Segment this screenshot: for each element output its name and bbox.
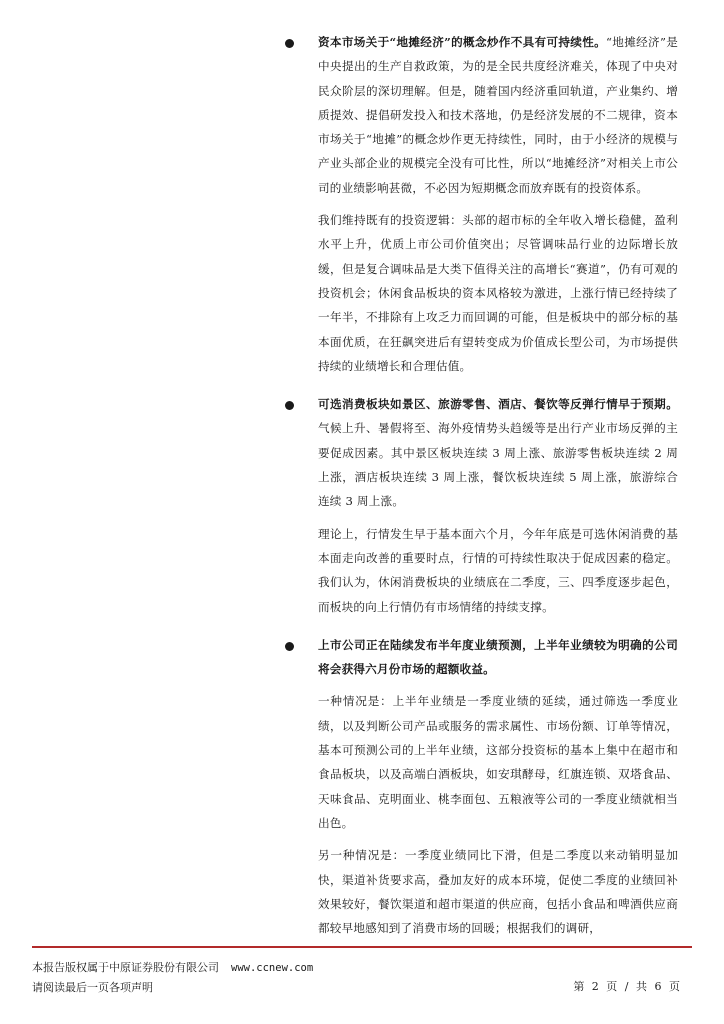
bullet-section-1 — [292, 30, 678, 200]
section-3-paragraph — [318, 633, 678, 682]
footer-left — [32, 958, 313, 997]
section-1-paragraph — [318, 30, 678, 200]
footer-divider — [32, 946, 692, 948]
bullet-dot-icon — [285, 642, 294, 651]
section-3-bold-lead: 上市公司正在陆续发布半年度业绩预测，上半年业绩较为明确的公司将会获得六月份市场的超额收益。 — [318, 637, 678, 677]
footer-copyright: 本报告版权属于中原证券股份有限公司 — [32, 961, 219, 974]
footer-url[interactable]: www.ccnew.com — [231, 962, 314, 974]
footer-disclaimer: 请阅读最后一页各项声明 — [32, 981, 153, 994]
section-2-paragraph — [318, 392, 678, 513]
section-2-followup: 理论上，行情发生早于基本面六个月，今年年底是可选休闲消费的基本面走向改善的重要时点，行情的可持续性取决于促成因素的稳定。我们认为，休闲消费板块的业绩底在二季度，三、四季度逐步起色，而板块的向上行情仍有市场情绪的持续支撑。 — [318, 526, 678, 614]
section-1-followup: 我们维持既有的投资逻辑：头部的超市标的全年收入增长稳健，盈利水平上升，优质上市公司价值突出；尽管调味品行业的边际增长放缓，但是复合调味品是大类下值得关注的高增长“赛道”，仍有可观的投资机会；休闲食品板块的资本风格较为激进，上涨行情已经持续了一年半，不排除有上攻乏力而回调的可能，但是板块中的部分标的基本面优质，在狂飙突进后有望转变成为价值成长型公司，为市场提供持续的业绩增长和合理估值。 — [318, 213, 678, 373]
bullet-section-2 — [292, 392, 678, 513]
section-3-followup: 一种情况是：上半年业绩是一季度业绩的延续，通过筛选一季度业绩，以及判断公司产品或服务的需求属性、市场份额、订单等情况，基本可预测公司的上半年业绩，这部分投资标的基本上集中在超市和食品板块，以及高端白酒板块，如安琪酵母，红旗连锁、双塔食品、天味食品、克明面业、桃李面包、五粮液等公司的一季度业绩就相当出色。 — [318, 694, 678, 830]
section-3-followup-2: 另一种情况是：一季度业绩同比下滑，但是二季度以来动销明显加快，渠道补货要求高，叠加友好的成本环境，促使二季度的业绩回补效果较好，餐饮渠道和超市渠道的供应商，包括小食品和啤酒供应商都较早地感知到了消费市场的回暖；根据我们的调研， — [318, 848, 678, 936]
page-number: 第 2 页 / 共 6 页 — [573, 980, 680, 993]
section-2-bold-lead: 可选消费板块如景区、旅游零售、酒店、餐饮等反弹行情早于预期。 — [318, 397, 678, 412]
section-1-text: “地摊经济”是中央提出的生产自救政策，为的是全民共度经济难关，体现了中央对民众阶层的深切理解。但是，随着国内经济重回轨道，产业集约、增质提效、提倡研发投入和技术落地，仍是经济发展的不二规律，资本市场关于“地摊”的概念炒作更无持续性，同时，由于小经济的规模与产业头部企业的规模完全没有可比性，所以“地摊经济”对相关上市公司的业绩影响甚微，不必因为短期概念而放弃既有的投资体系。 — [318, 35, 678, 195]
bullet-dot-icon — [285, 39, 294, 48]
section-1-bold-lead: 资本市场关于“地摊经济”的概念炒作不具有可持续性。 — [318, 35, 607, 49]
section-2-text: 气候上升、暑假将至、海外疫情势头趋缓等是出行产业市场反弹的主要促成因素。其中景区板块连续 3 周上涨、旅游零售板块连续 2 周上涨，酒店板块连续 3 周上涨，餐饮板块连续 5 周上涨，旅游综合连续 3 周上涨。 — [318, 421, 678, 509]
report-body — [292, 30, 678, 940]
bullet-dot-icon — [285, 401, 294, 410]
bullet-section-3 — [292, 633, 678, 682]
